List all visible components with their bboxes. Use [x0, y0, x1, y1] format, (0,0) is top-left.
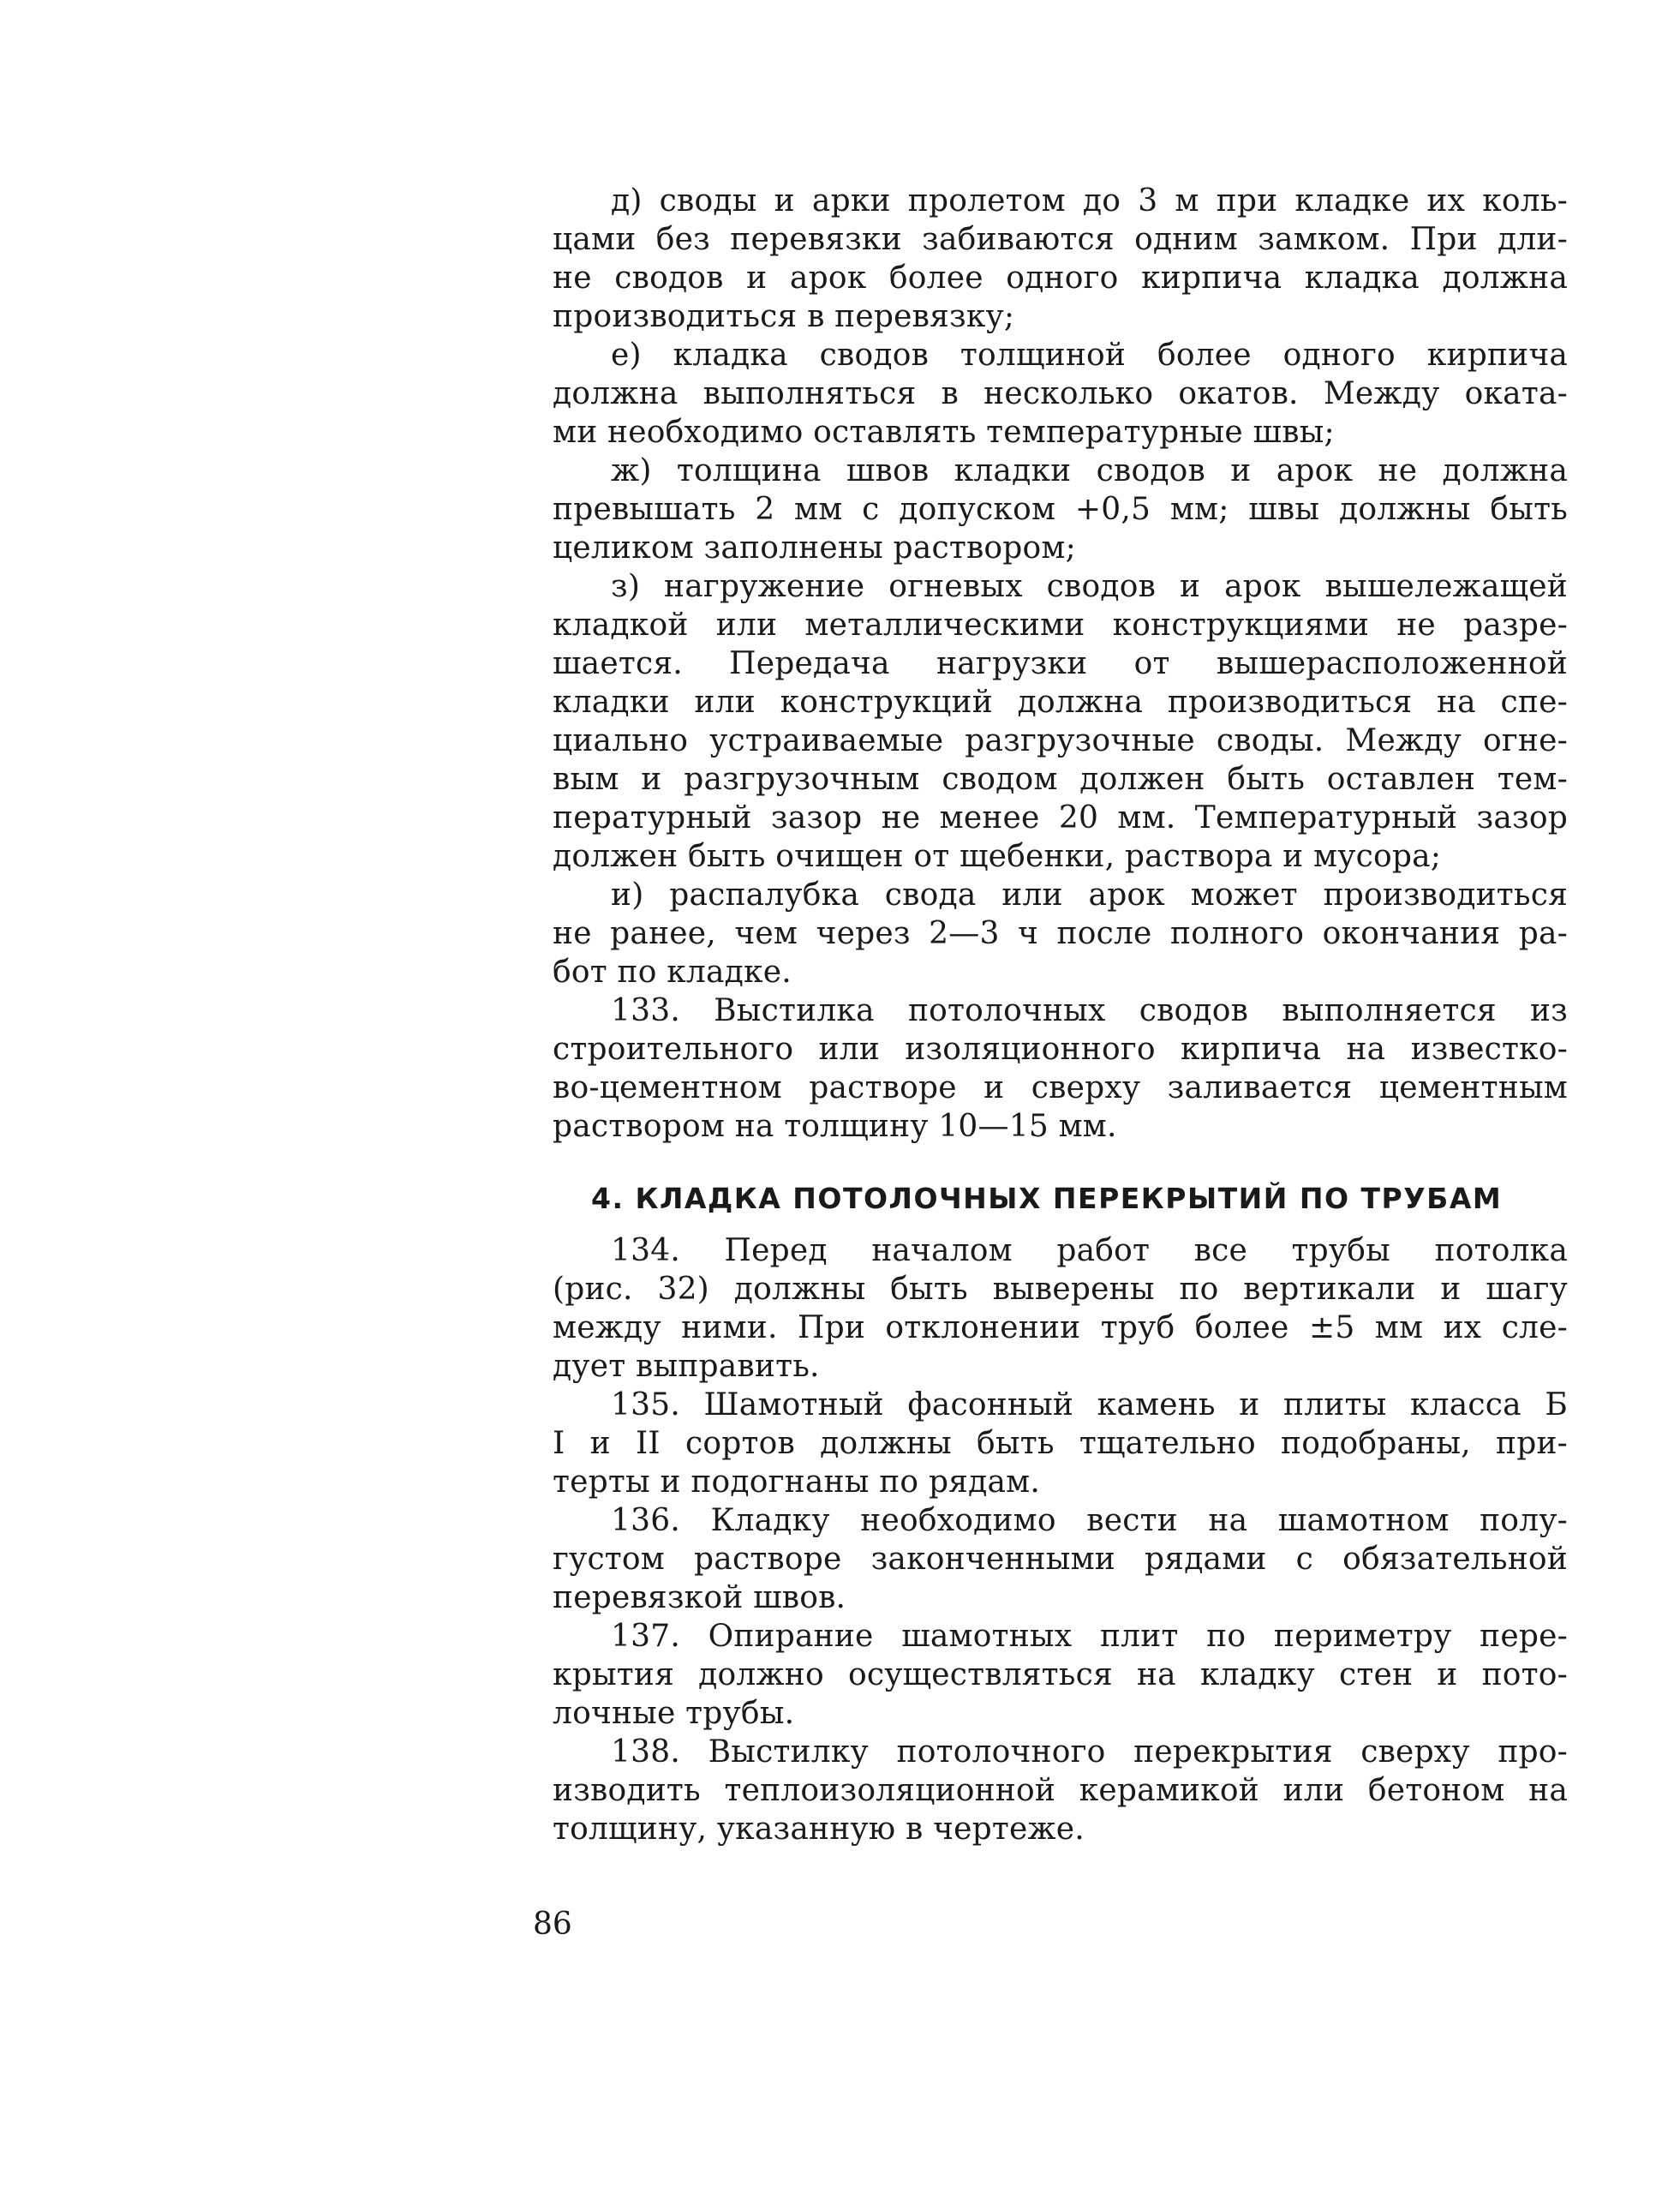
- page-number: 86: [533, 1907, 572, 1942]
- text-line: ми необходимо оставлять температурные швы;: [553, 415, 1335, 450]
- paragraph-133: [553, 991, 1568, 1146]
- text-line: густом растворе законченными рядами с обязательной: [553, 1542, 1568, 1577]
- text-line: кладкой или металлическими конструкциями не разре-: [553, 608, 1568, 643]
- text-line: перевязкой швов.: [553, 1580, 846, 1615]
- text-line: з) нагружение огневых сводов и арок вышележащей: [611, 569, 1568, 604]
- list-item-i: [553, 876, 1568, 991]
- paragraph-134: [553, 1231, 1568, 1386]
- text-line: (рис. 32) должны быть выверены по вертикали и шагу: [553, 1272, 1568, 1307]
- text-line: кладки или конструкций должна производиться на спе-: [553, 685, 1568, 720]
- text-line: цами без перевязки забиваются одним замком. При дли-: [553, 222, 1568, 257]
- text-line: крытия должно осуществляться на кладку стен и пото-: [553, 1657, 1568, 1692]
- text-line: 133. Выстилка потолочных сводов выполняется из: [611, 993, 1568, 1028]
- text-line: во-цементном растворе и сверху заливается цементным: [553, 1070, 1568, 1105]
- text-line: 138. Выстилку потолочного перекрытия сверху про-: [611, 1734, 1568, 1770]
- text-column: [553, 182, 1568, 1848]
- text-line: циально устраиваемые разгрузочные своды. Между огне-: [553, 723, 1568, 758]
- text-line: шается. Передача нагрузки от вышерасположенной: [553, 646, 1568, 681]
- text-line: целиком заполнены раствором;: [553, 530, 1076, 566]
- text-line: лочные трубы.: [553, 1696, 795, 1731]
- text-line: должен быть очищен от щебенки, раствора и мусора;: [553, 839, 1442, 874]
- text-line: терты и подогнаны по рядам.: [553, 1464, 1040, 1500]
- text-line: превышать 2 мм с допуском +0,5 мм; швы должны быть: [553, 492, 1568, 527]
- text-line: бот по кладке.: [553, 955, 792, 990]
- list-item-d: [553, 182, 1568, 336]
- text-line: не ранее, чем через 2—3 ч после полного окончания ра-: [553, 916, 1568, 951]
- list-item-z: [553, 567, 1568, 876]
- text-line: не сводов и арок более одного кирпича кладка должна: [553, 261, 1568, 296]
- text-line: раствором на толщину 10—15 мм.: [553, 1109, 1117, 1144]
- text-line: строительного или изоляционного кирпича на известко-: [553, 1032, 1568, 1067]
- text-line: дует выправить.: [553, 1349, 820, 1384]
- list-item-zh: [553, 452, 1568, 567]
- text-line: производиться в перевязку;: [553, 299, 1015, 334]
- text-line: I и II сортов должны быть тщательно подобраны, при-: [553, 1426, 1568, 1461]
- list-item-e: [553, 336, 1568, 452]
- text-line: д) своды и арки пролетом до 3 м при кладке их коль-: [611, 183, 1568, 219]
- text-line: 137. Опирание шамотных плит по периметру пере-: [611, 1619, 1568, 1654]
- paragraph-135: [553, 1386, 1568, 1501]
- text-line: 134. Перед началом работ все трубы потолка: [611, 1233, 1568, 1268]
- paragraph-137: [553, 1617, 1568, 1733]
- paragraph-136: [553, 1501, 1568, 1617]
- text-line: пературный зазор не менее 20 мм. Температурный зазор: [553, 800, 1568, 835]
- text-line: 136. Кладку необходимо вести на шамотном полу-: [611, 1503, 1568, 1538]
- text-line: 135. Шамотный фасонный камень и плиты класса Б: [611, 1387, 1568, 1422]
- text-line: изводить теплоизоляционной керамикой или бетоном на: [553, 1773, 1568, 1808]
- text-line: вым и разгрузочным сводом должен быть оставлен тем-: [553, 762, 1568, 797]
- text-line: между ними. При отклонении труб более ±5 мм их сле-: [553, 1310, 1568, 1345]
- paragraph-138: [553, 1733, 1568, 1848]
- section-heading: 4. КЛАДКА ПОТОЛОЧНЫХ ПЕРЕКРЫТИЙ ПО ТРУБАМ: [591, 1182, 1503, 1215]
- text-line: и) распалубка свода или арок может производиться: [611, 877, 1568, 913]
- text-line: е) кладка сводов толщиной более одного кирпича: [611, 338, 1568, 373]
- text-line: должна выполняться в несколько окатов. Между оката-: [553, 376, 1568, 411]
- text-line: толщину, указанную в чертеже.: [553, 1812, 1085, 1847]
- text-line: ж) толщина швов кладки сводов и арок не должна: [611, 453, 1568, 488]
